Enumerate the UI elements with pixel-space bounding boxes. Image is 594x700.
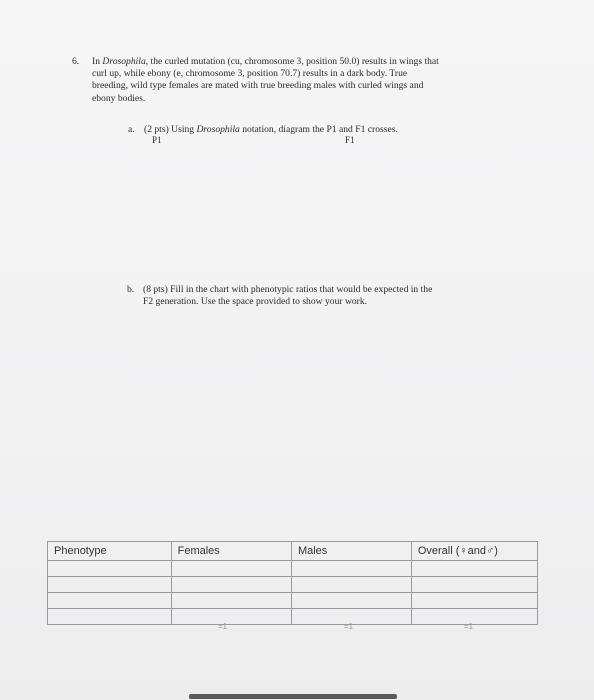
part-b-marker: b.: [127, 284, 135, 295]
table-cell[interactable]: [171, 609, 291, 625]
part-b: [127, 284, 517, 308]
species-name: Drosophila: [102, 56, 146, 67]
question-line-1-prefix: In: [92, 56, 103, 67]
overall-sum: =1: [464, 622, 474, 631]
part-a: [128, 124, 398, 135]
question-line-1: [92, 56, 522, 68]
f1-label: F1: [345, 135, 355, 145]
table-row: [48, 577, 538, 593]
table-cell[interactable]: [291, 561, 411, 577]
header-phenotype: Phenotype: [48, 542, 172, 561]
table-cell[interactable]: [171, 593, 291, 609]
part-b-line-2: F2 generation. Use the space provided to show your work.: [143, 296, 368, 308]
scroll-indicator-bar: [189, 694, 397, 699]
part-a-text-pre: (2 pts) Using: [144, 124, 197, 135]
females-sum: =1: [218, 622, 228, 631]
header-males: Males: [291, 542, 411, 561]
question-line-4: ebony bodies.: [92, 92, 146, 104]
table-cell[interactable]: [48, 593, 172, 609]
p1-label: P1: [152, 135, 162, 145]
question-line-3: breeding, wild type females are mated with true breeding males with curled wings and: [92, 80, 424, 92]
part-a-text-post: notation, diagram the P1 and F1 crosses.: [239, 124, 398, 135]
table-row: [48, 593, 538, 609]
phenotype-table: [47, 541, 538, 625]
table-cell[interactable]: [291, 577, 411, 593]
males-sum: =1: [344, 622, 354, 631]
part-a-text-em: Drosophila: [196, 124, 240, 135]
table-cell[interactable]: [171, 577, 291, 593]
table-cell[interactable]: [48, 561, 172, 577]
part-b-line-1: [127, 284, 517, 296]
table-cell[interactable]: [48, 609, 172, 625]
question-line-1-rest: , the curled mutation (cu, chromosome 3, position 50.0) results in wings that: [145, 56, 439, 67]
question-line-2: curl up, while ebony (e, chromosome 3, position 70.7) results in a dark body. True: [92, 68, 408, 80]
table-row: [48, 561, 538, 577]
table-cell[interactable]: [411, 609, 537, 625]
header-overall: Overall (♀and♂): [411, 542, 537, 561]
part-a-marker: a.: [128, 124, 135, 135]
table-cell[interactable]: [411, 561, 537, 577]
part-b-text-1: (8 pts) Fill in the chart with phenotypic ratios that would be expected in the: [143, 284, 433, 295]
table-cell[interactable]: [171, 561, 291, 577]
table-header-row: [48, 542, 538, 561]
table-cell[interactable]: [291, 593, 411, 609]
question-number: 6.: [72, 56, 80, 67]
table-cell[interactable]: [411, 577, 537, 593]
question-text: [92, 56, 522, 105]
header-females: Females: [171, 542, 291, 561]
table-cell[interactable]: [411, 593, 537, 609]
table-cell[interactable]: [48, 577, 172, 593]
